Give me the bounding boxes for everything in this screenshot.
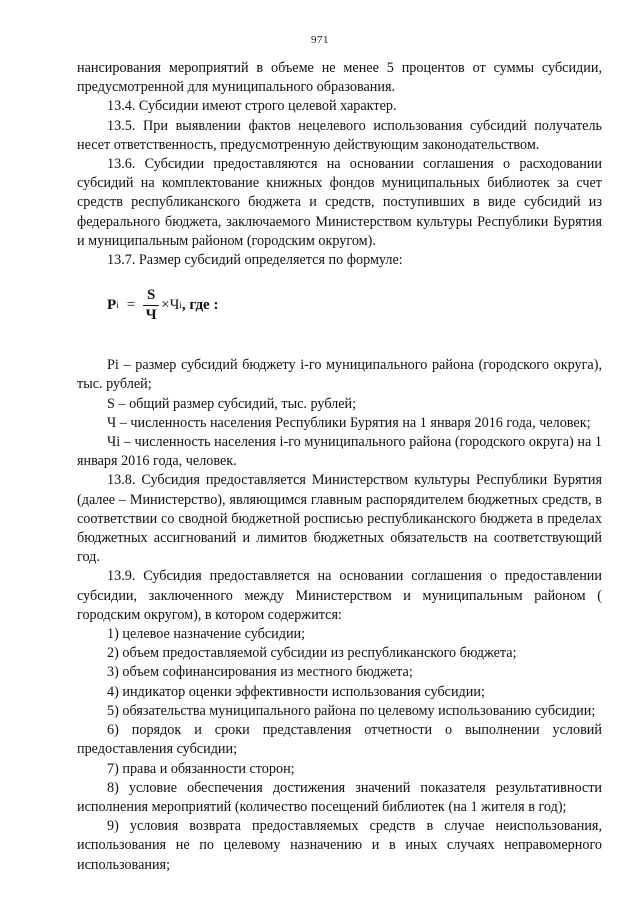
definition-ch: Ч – численность населения Республики Бурятия на 1 января 2016 года, человек; [107,414,591,431]
formula-lhs: P [107,297,117,314]
formula-tail: , где : [181,297,219,314]
formula-factor-subscript: i [179,300,182,311]
paragraph-13-7: 13.7. Размер субсидий определяется по формуле: [107,252,403,269]
list-item: 1) целевое назначение субсидии; [107,626,306,643]
formula-numerator: S [146,287,156,304]
paragraph-13-9: 13.9. Субсидия предоставляется на основании соглашения о предоставлении субсидии, заключенного между Министерством и муниципальным районом ( городским округом), в котором содержится: [77,568,602,623]
formula-denominator: Ч [145,307,157,324]
paragraph-continuation: нансирования мероприятий в объеме не менее 5 процентов от суммы субсидии, предусмотренной для муниципального образования. [77,60,602,96]
formula-factor: Ч [169,297,180,314]
list-item: 2) объем предоставляемой субсидии из республиканского бюджета; [107,645,517,662]
formula-fraction [143,287,159,324]
formula-equals: = [126,297,136,314]
definition-s: S – общий размер субсидий, тыс. рублей; [107,395,357,412]
subsidy-formula [77,270,602,356]
paragraph-13-8: 13.8. Субсидия предоставляется Министерством культуры Республики Бурятия (далее – Министерство), являющимся главным распорядителем бюджетных средств, в соответствии со сводной бюджетной росписью республиканского бюджета в пределах бюджетных ассигнований и лимитов бюджетных обязательств на соответствующий год. [77,472,602,566]
formula-lhs-subscript: i [116,300,119,311]
list-item: 5) обязательства муниципального района по целевому использованию субсидии; [107,702,596,719]
list-item: 4) индикатор оценки эффективности использования субсидии; [107,683,485,700]
list-item: 8) условие обеспечения достижения значений показателя результативности исполнения мероприятий (количество посещений библиотек (на 1 жителя в год); [77,779,602,815]
definition-pi: Pi – размер субсидий бюджету i-го муниципального района (городского округа), тыс. рублей; [77,357,602,393]
paragraph-13-6: 13.6. Субсидии предоставляются на основании соглашения о расходовании субсидий на комплектование книжных фондов муниципальных библиотек за счет средств республиканского бюджета и средств, поступивших в виде субсидий из федерального бюджета, заключаемого Министерством культуры Республики Бурятия и муниципальным районом (городским округом). [77,156,602,249]
paragraph-13-4: 13.4. Субсидии имеют строго целевой характер. [107,98,397,115]
list-item: 7) права и обязанности сторон; [107,760,295,777]
list-item: 3) объем софинансирования из местного бюджета; [107,664,413,681]
list-item: 9) условия возврата предоставляемых средств в случае неиспользования, использования не по целевому назначению и в иных случаях неправомерного использования; [77,818,602,873]
paragraph-13-5: 13.5. При выявлении фактов нецелевого использования субсидий получатель несет ответственность, предусмотренную действующим законодательством. [77,117,602,153]
fraction-bar [143,305,159,306]
list-item: 6) порядок и сроки представления отчетности о выполнении условий предоставления субсидии; [77,722,602,758]
document-body [77,59,602,875]
formula-times: × [161,297,170,314]
definition-chi: Чi – численность населения i-го муниципального района (городского округа) на 1 января 2016 года, человек. [77,434,602,470]
page-number: 971 [311,34,329,46]
